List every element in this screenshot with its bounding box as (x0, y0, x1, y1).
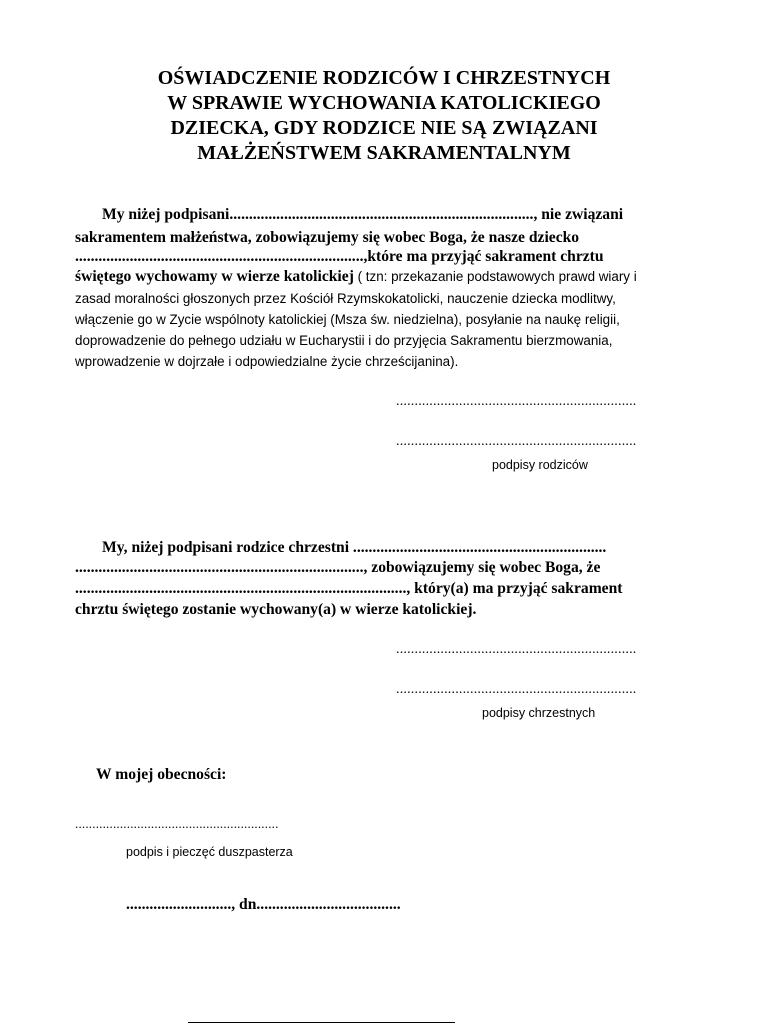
parent-signature-line-1: ................................................................. (396, 394, 637, 409)
parents-line-2: sakramentem małżeństwa, zobowiązujemy się wobec Boga, że nasze dziecko (75, 229, 580, 246)
godparent-signature-line-1: ................................................................. (396, 642, 637, 657)
pastor-signature-caption: podpis i pieczęć duszpasterza (126, 845, 293, 859)
parents-line-4-bold: świętego wychowamy w wierze katolickiej (75, 268, 354, 285)
footer-rule (188, 1022, 455, 1023)
parents-detail-line-2: włączenie go w Zycie wspólnoty katolickiej (Msza św. niedzielna), posyłanie na naukę religii, (75, 312, 620, 327)
parent-signature-line-2: ................................................................. (396, 434, 637, 449)
title-line-4: MAŁŻEŃSTWEM SAKRAMENTALNYM (197, 142, 571, 164)
title-line-2: W SPRAWIE WYCHOWANIA KATOLICKIEGO (167, 92, 601, 114)
parents-line-3: ..........................................................................,które ma przyjąć sakrament chrztu (75, 248, 604, 265)
pastor-signature-line: ........................................................... (75, 816, 279, 831)
godparents-signature-caption: podpisy chrzestnych (482, 706, 596, 720)
parents-signature-caption: podpisy rodziców (492, 458, 588, 472)
document-title (0, 66, 768, 166)
title-line-1: OŚWIADCZENIE RODZICÓW I CHRZESTNYCH (157, 67, 611, 89)
parents-detail-line-1: zasad moralności głoszonych przez Kościół Rzymskokatolicki, nauczenie dziecka modlitwy, (75, 291, 616, 306)
godparents-line-2: .........................................................................., zobowiązujemy się wobec Boga, że (75, 559, 601, 576)
parents-detail-line-3: doprowadzenie do pełnego udziału w Eucharystii i do przyjęcia Sakramentu bierzmowania, (75, 333, 613, 348)
parents-line-4-rest: ( tzn: przekazanie podstawowych prawd wiary i (353, 269, 637, 284)
godparent-signature-line-2: ................................................................. (396, 682, 637, 697)
godparents-line-1: My, niżej podpisani rodzice chrzestni ................................................................. (102, 539, 607, 556)
witness-heading: W mojej obecności: (96, 766, 227, 783)
godparents-line-3: ....................................................................................., który(a) ma przyjąć sakrament (75, 580, 623, 597)
title-line-3: DZIECKA, GDY RODZICE NIE SĄ ZWIĄZANI (170, 117, 598, 139)
parents-line-4 (75, 268, 637, 286)
godparents-line-4: chrztu świętego zostanie wychowany(a) w wierze katolickiej. (75, 601, 477, 618)
parents-detail-line-4: wprowadzenie w dojrzałe i odpowiedzialne życie chrześcijanina). (75, 354, 459, 369)
parents-line-1: My niżej podpisani.............................................................................., nie związani (102, 206, 624, 223)
place-date-line: ..........................., dn..................................... (126, 896, 401, 913)
